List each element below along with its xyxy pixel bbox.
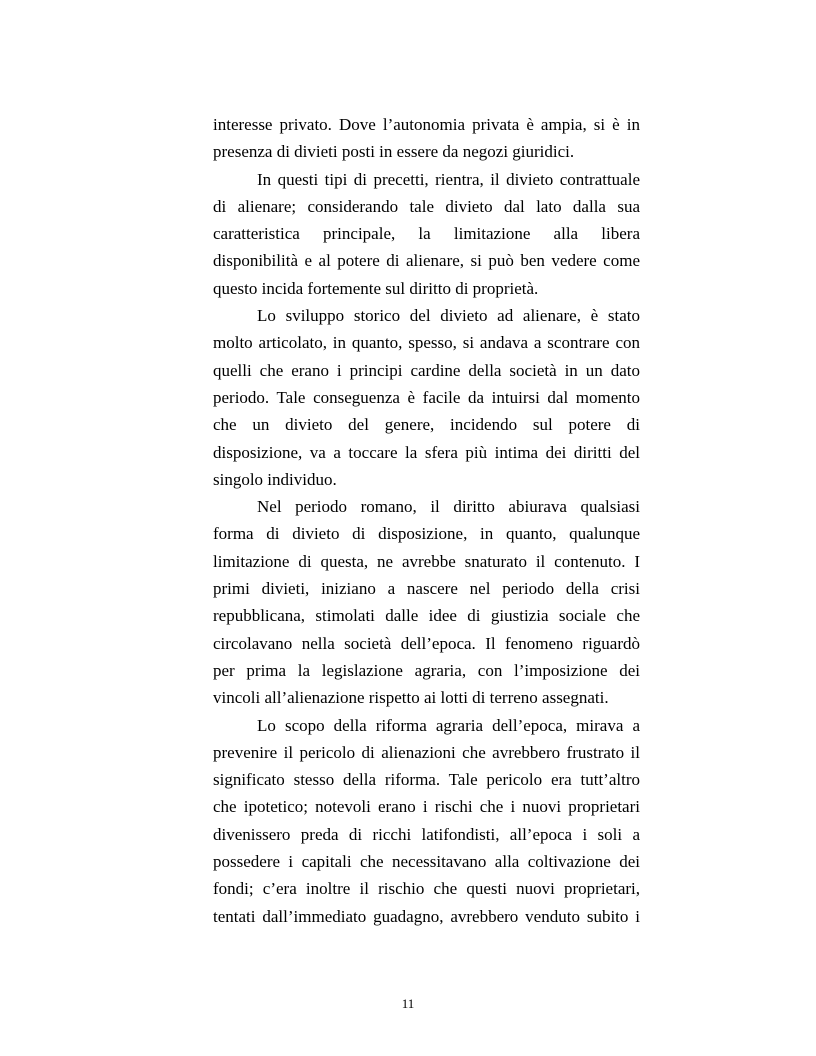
text-line: periodo. Tale conseguenza è facile da intuirsi dal momento bbox=[213, 387, 640, 407]
paragraph-4 bbox=[213, 493, 640, 711]
text-line: Lo scopo della riforma agraria dell’epoca, mirava a bbox=[257, 715, 640, 735]
paragraph-2 bbox=[213, 166, 640, 302]
paragraph-3 bbox=[213, 302, 640, 493]
text-line: che un divieto del genere, incidendo sul potere di bbox=[213, 415, 640, 435]
text-line: molto articolato, in quanto, spesso, si andava a scontrare con bbox=[213, 333, 640, 353]
paragraph-5 bbox=[213, 712, 640, 930]
paragraph-1 bbox=[213, 111, 640, 166]
text-line: Lo sviluppo storico del divieto ad alienare, è stato bbox=[257, 306, 640, 326]
text-line: In questi tipi di precetti, rientra, il divieto contrattuale bbox=[257, 169, 640, 189]
text-line: significato stesso della riforma. Tale pericolo era tutt’altro bbox=[213, 770, 640, 790]
text-line: primi divieti, iniziano a nascere nel periodo della crisi bbox=[213, 579, 640, 599]
text-line: singolo individuo. bbox=[213, 469, 337, 489]
text-line: circolavano nella società dell’epoca. Il fenomeno riguardò bbox=[213, 633, 640, 653]
text-line: prevenire il pericolo di alienazioni che avrebbero frustrato il bbox=[213, 742, 640, 762]
text-line: interesse privato. Dove l’autonomia privata è ampia, si è in bbox=[213, 115, 640, 134]
text-line: fondi; c’era inoltre il rischio che questi nuovi proprietari, bbox=[213, 879, 640, 899]
text-line: vincoli all’alienazione rispetto ai lotti di terreno assegnati. bbox=[213, 688, 609, 708]
text-line: forma di divieto di disposizione, in quanto, qualunque bbox=[213, 524, 640, 544]
text-line: per prima la legislazione agraria, con l’imposizione dei bbox=[213, 660, 640, 680]
text-line: repubblicana, stimolati dalle idee di giustizia sociale che bbox=[213, 606, 640, 626]
text-line: possedere i capitali che necessitavano alla coltivazione dei bbox=[213, 852, 640, 872]
text-line: Nel periodo romano, il diritto abiurava qualsiasi bbox=[257, 497, 640, 517]
text-line: disposizione, va a toccare la sfera più intima dei diritti del bbox=[213, 442, 640, 462]
text-line: di alienare; considerando tale divieto dal lato dalla sua bbox=[213, 196, 640, 216]
page-body bbox=[213, 111, 640, 930]
text-line: disponibilità e al potere di alienare, si può ben vedere come bbox=[213, 251, 640, 271]
text-line: quelli che erano i principi cardine della società in un dato bbox=[213, 360, 640, 380]
text-line: questo incida fortemente sul diritto di proprietà. bbox=[213, 278, 539, 298]
text-line: presenza di divieti posti in essere da negozi giuridici. bbox=[213, 142, 575, 162]
text-line: limitazione di questa, ne avrebbe snaturato il contenuto. I bbox=[213, 551, 640, 571]
text-line: divenissero preda di ricchi latifondisti, all’epoca i soli a bbox=[213, 824, 640, 844]
text-line: tentati dall’immediato guadagno, avrebbero venduto subito i bbox=[213, 906, 640, 926]
text-line: che ipotetico; notevoli erano i rischi che i nuovi proprietari bbox=[213, 797, 640, 817]
text-line: caratteristica principale, la limitazione alla libera bbox=[213, 224, 640, 244]
page-number: 11 bbox=[401, 996, 415, 1011]
